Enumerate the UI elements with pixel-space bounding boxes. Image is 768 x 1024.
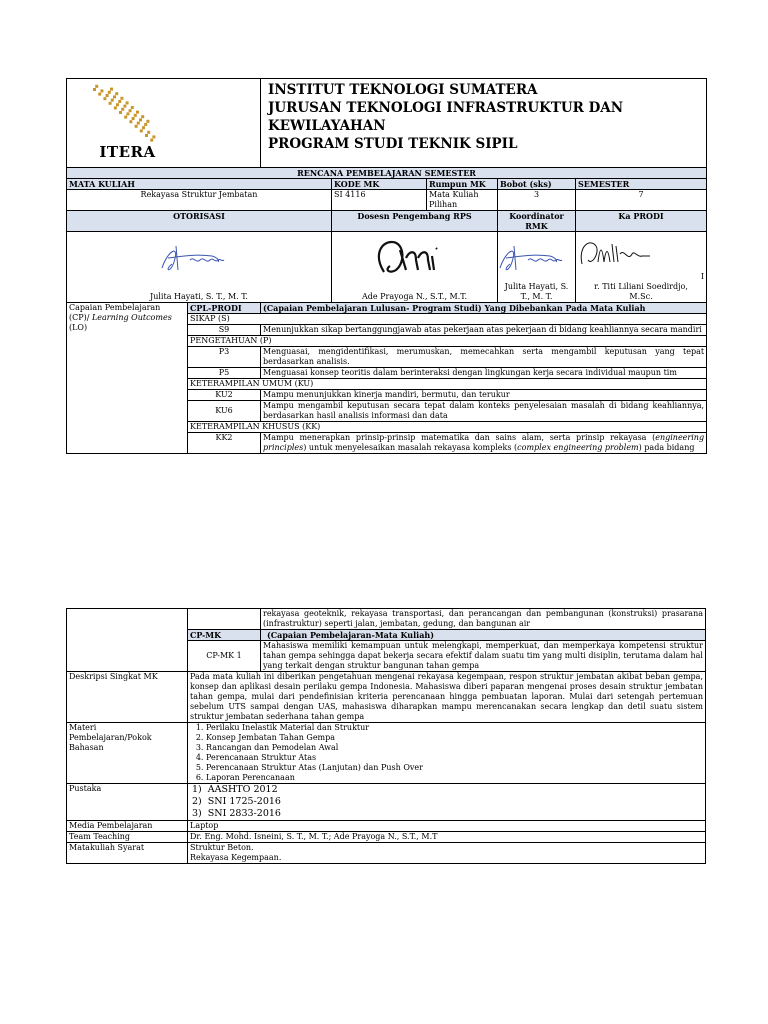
- cp-code-p3: P3: [188, 347, 261, 368]
- materi-item: 2. Konsep Jembatan Tahan Gempa: [206, 733, 703, 743]
- signer-kaprodi-c: M.Sc.: [629, 292, 653, 301]
- course-header-semester: SEMESTER: [576, 179, 707, 190]
- course-header-rumpun: Rumpun MK: [427, 179, 498, 190]
- itera-logo-icon: [89, 81, 159, 147]
- pustaka-label: Pustaka: [67, 784, 188, 821]
- cp-label: Capaian Pembelajaran (CP)/ Learning Outcomes (LO): [67, 303, 188, 454]
- sikap-heading: SIKAP (S): [188, 314, 707, 325]
- course-rumpun: Mata Kuliah Pilihan: [427, 190, 498, 211]
- signature-pengembang: [332, 232, 498, 303]
- cp-code-kk2: KK2: [188, 433, 261, 454]
- kk-heading: KETERAMPILAN KHUSUS (KK): [188, 422, 707, 433]
- department-name: JURUSAN TEKNOLOGI INFRASTRUKTUR DAN KEWILAYAHAN: [268, 100, 624, 134]
- rps-title: RENCANA PEMBELAJARAN SEMESTER: [67, 168, 707, 179]
- syarat-label: Matakuliah Syarat: [67, 843, 188, 864]
- cpmk-item-code: CP-MK 1: [188, 641, 261, 672]
- cp-text-kk2-continued: rekayasa geoteknik, rekayasa transportasi, dan perancangan dan pembangunan (konstruksi) prasarana (infrastruktur) seperti jalan, jembatan, gedung, dan bangunan air: [261, 609, 706, 630]
- cp-code-ku6: KU6: [188, 401, 261, 422]
- pustaka-item: 3) SNI 2833-2016: [192, 808, 281, 819]
- auth-header-kaprodi: Ka PRODI: [576, 211, 707, 232]
- signature-koordinator: [498, 232, 576, 303]
- course-semester: 7: [576, 190, 707, 211]
- cp-text-ku2: Mampu menunjukkan kinerja mandiri, bermutu, dan terukur: [261, 390, 707, 401]
- cp-text-kk2: Mampu menerapkan prinsip-prinsip matematika dan sains alam, serta prinsip rekayasa (engineering principles) untuk menyelesaikan masalah rekayasa kompleks (complex engineering problem) pada bidang: [261, 433, 707, 454]
- course-name: Rekayasa Struktur Jembatan: [67, 190, 332, 211]
- cpl-prodi-code: CPL-PRODI: [188, 303, 261, 314]
- cp-code-p5: P5: [188, 368, 261, 379]
- rps-table-page2: [66, 608, 706, 864]
- cpmk-item-text: Mahasiswa memiliki kemampuan untuk melengkapi, memperkuat, dan memperkaya kompetensi struktur tahan gempa sehingga dapat bekerja secara efektif dalam suatu tim yang multi disiplin, terutama dalam hal yang terkait dengan struktur bangunan tahan gempa: [261, 641, 706, 672]
- cpl-prodi-title: (Capaian Pembelajaran Lulusan- Program Studi) Yang Dibebankan Pada Mata Kuliah: [261, 303, 707, 314]
- ku-heading: KETERAMPILAN UMUM (KU): [188, 379, 707, 390]
- course-header-code: KODE MK: [332, 179, 427, 190]
- cp-text-s9: Menunjukkan sikap bertanggungjawab atas pekerjaan atas pekerjaan di bidang keahliannya secara mandiri: [261, 325, 707, 336]
- pustaka-list: [188, 784, 706, 821]
- cp-text-p3: Menguasai, mengidentifikasi, merumuskan, memecahkan serta mengambil keputusan yang tepat berdasarkan analisis.: [261, 347, 707, 368]
- deskripsi-label: Deskripsi Singkat MK: [67, 672, 188, 723]
- pustaka-item: 1) AASHTO 2012: [192, 784, 278, 795]
- signature-icon: [370, 236, 460, 280]
- cp-text-p5: Menguasai konsep teoritis dalam berinteraksi dengan lingkungan kerja secara individual maupun tim: [261, 368, 707, 379]
- materi-item: 6. Laporan Perencanaan: [206, 773, 703, 783]
- signer-otorisasi: Julita Hayati, S. T., M. T.: [150, 292, 248, 301]
- syarat-value: Struktur Beton. Rekayasa Kegempaan.: [188, 843, 706, 864]
- auth-header-koordinator: Koordinator RMK: [498, 211, 576, 232]
- cpmk-code: CP-MK: [188, 630, 261, 641]
- materi-item: 1. Perilaku Inelastik Material dan Struktur: [206, 723, 703, 733]
- cp-code-s9: S9: [188, 325, 261, 336]
- signer-koordinator: Julita Hayati, S. T., M. T.: [504, 282, 569, 301]
- pengetahuan-heading: PENGETAHUAN (P): [188, 336, 707, 347]
- signature-otorisasi: [67, 232, 332, 303]
- cp-text-ku6: Mampu mengambil keputusan secara tepat dalam konteks penyelesaian masalah di bidang keahliannya, berdasarkan hasil analisis informasi dan data: [261, 401, 707, 422]
- signature-kaprodi: [576, 232, 707, 303]
- materi-item: 4. Perencanaan Struktur Atas: [206, 753, 703, 763]
- materi-label: Materi Pembelajaran/Pokok Bahasan: [67, 723, 188, 784]
- signer-pengembang: Ade Prayoga N., S.T., M.T.: [361, 292, 467, 301]
- team-value: Dr. Eng. Mohd. Isneini, S. T., M. T.; Ade Prayoga N., S.T., M.T: [188, 832, 706, 843]
- signature-icon: [154, 240, 244, 280]
- course-bobot: 3: [498, 190, 576, 211]
- media-value: Laptop: [188, 821, 706, 832]
- logo-cell: [67, 79, 261, 168]
- cp-label-continued: [67, 609, 188, 672]
- deskripsi-text: Pada mata kuliah ini diberikan pengetahuan mengenai rekayasa kegempaan, respon struktur jembatan akibat beban gempa, konsep dan aplikasi desain perilaku gempa Indonesia. Mahasiswa diberi paparan mengenai proses desain struktur jembatan tahan gempa, mulai dari pendefinisian kriteria perencanaan hingga pembuatan laporan. Mulai dari setengah pertemuan sebelum UTS sampai dengan UAS, mahasiswa diharapkan mampu merencanakan secara lengkap dan detil suatu sistem struktur jembatan sederhana tahan gempa: [188, 672, 706, 723]
- materi-item: 5. Perencanaan Struktur Atas (Lanjutan) dan Push Over: [206, 763, 703, 773]
- rps-table-page1: [66, 78, 707, 454]
- institution-name: INSTITUT TEKNOLOGI SUMATERA: [268, 82, 538, 98]
- cp-code-kk2-continued: [188, 609, 261, 630]
- materi-list: [188, 723, 706, 784]
- media-label: Media Pembelajaran: [67, 821, 188, 832]
- materi-item: 3. Rancangan dan Pemodelan Awal: [206, 743, 703, 753]
- signature-icon: [576, 236, 656, 270]
- course-header-name: MATA KULIAH: [67, 179, 332, 190]
- logo-text: ITERA: [99, 143, 156, 161]
- auth-header-pengembang: Dosesn Pengembang RPS: [332, 211, 498, 232]
- course-code: SI 4116: [332, 190, 427, 211]
- auth-header-otorisasi: OTORISASI: [67, 211, 332, 232]
- pustaka-item: 2) SNI 1725-2016: [192, 796, 281, 807]
- program-name: PROGRAM STUDI TEKNIK SIPIL: [268, 136, 518, 152]
- signer-kaprodi-a: I: [700, 272, 705, 281]
- team-label: Team Teaching: [67, 832, 188, 843]
- signature-icon: [498, 240, 576, 280]
- institution-header: [261, 79, 707, 168]
- course-header-bobot: Bobot (sks): [498, 179, 576, 190]
- signer-kaprodi-b: r. Titi Liliani Soedirdjo,: [594, 282, 688, 291]
- cp-code-ku2: KU2: [188, 390, 261, 401]
- cpmk-title: (Capaian Pembelajaran-Mata Kuliah): [261, 630, 706, 641]
